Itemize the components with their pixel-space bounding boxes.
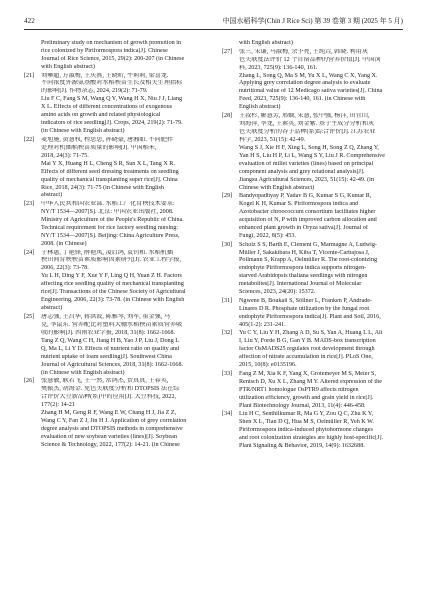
- reference-line: PTR/NRT1 homologue OsPTR9 affects nitrogen: [239, 386, 359, 393]
- reference-line: nutritional value of 12 Medicago sativa varieties[J]. China: [239, 88, 383, 95]
- reference-line: Müller J, Sakakibara H, Kiba T, Vicente-Carbajosa J,: [239, 249, 370, 256]
- reference-line: Ngwene B, Boukail S, Söllner L, Franken P, Andrade-: [239, 297, 373, 304]
- reference-line: 色关联度法评价 12 个苜蓿品种的营养价值[J]. 中国饲: [239, 56, 381, 63]
- reference-line: 科学, 2023, 51(15): 42-49.: [239, 136, 306, 143]
- reference-line: starved Arabidopsis thaliana seedlings with nitrogen: [239, 273, 368, 280]
- reference-number: [24]: [24, 249, 35, 256]
- reference-line: 2006, 22(3): 73-78.: [41, 265, 89, 272]
- reference-line: Wang C Y, Fan Z J, Jin H J. Application of grey correlation: [41, 417, 187, 424]
- reference-line: Engineering, 2006, 22(3): 73-78. (in Chinese with English: [41, 297, 185, 304]
- reference-line: English abstract): [239, 104, 281, 111]
- reference-line: 克, 李鼠东. 营养配比对塑料大棚水稻秧苗素质营养吸: [41, 321, 183, 328]
- reference-entry: [222, 411, 403, 451]
- reference-line: Zhang H M, Geng R F, Wang E W, Chang H J, Jia Z Z,: [41, 409, 177, 416]
- reference-line: 177(2): 14-21: [41, 402, 75, 409]
- reference-line: Liu F C, Fang S M, Wang Q Y, Wang H X, Niu J J, Liang: [41, 96, 183, 103]
- reference-number: [33]: [222, 370, 233, 377]
- reference-line: factor OsMADS25 regulates root development through: [239, 346, 375, 353]
- reference-line: Piriformospora indica-induced phytohormone changes: [239, 427, 373, 434]
- reference-entry: [222, 49, 403, 113]
- reference-number: [32]: [222, 330, 233, 337]
- reference-number: [29]: [222, 193, 233, 200]
- reference-line: 2008. (in Chinese): [41, 240, 87, 247]
- reference-line: Feed, 2023, 725(9): 136-140, 161. (in Chinese with: [239, 96, 366, 103]
- reference-line: rice[J]. Transactions of the Chinese Society of Agricultural: [41, 289, 186, 296]
- reference-line: amino acids on growth and related physiological: [41, 112, 161, 119]
- reference-entry: [24, 250, 205, 314]
- reference-line: Bandyopadhyay P, Yadav B G, Kumar S G, Kumar R,: [239, 193, 372, 200]
- reference-line: (in Chinese with English abstract): [41, 128, 125, 135]
- reference-line: 唐志强, 王昌华, 蒋洪波, 陈雅琴, 刘军, 董金强, 马: [41, 313, 170, 320]
- reference-line: Fungi, 2022, 8(5): 453.: [239, 232, 296, 239]
- reference-line: Effects of different seed dressing treatments on seedling: [41, 168, 179, 175]
- reference-line: Q, Ma L, Li Y D. Effects of nutrient ratio on quality and: [41, 345, 180, 352]
- reference-line: rice colonized by Piriformospora indica[J]. Chinese: [41, 47, 168, 54]
- reference-line: nutrient uptake of loam seedling[J]. Southwest China: [41, 353, 172, 360]
- reference-line: endophyte Piriformospora indica[J]. Plant and Soil, 2016,: [239, 313, 381, 320]
- reference-number: [21]: [24, 72, 35, 79]
- reference-line: with English abstract): [41, 63, 95, 70]
- reference-line: 刘攀超, 方淑梅, 王庆燕, 王晓昕, 牛莉莉, 梁喜龙.: [41, 72, 169, 79]
- reference-line: 秧田间育秧秧苗素质影响因素研究[J]. 农业工程学报,: [41, 257, 182, 264]
- reference-line: Linares D R. Phosphate utilization by the fungal root: [239, 305, 370, 312]
- reference-line: enhanced plant growth in Oryza sativa[J]. Journal of: [239, 224, 368, 231]
- reference-line: 收的影响[J]. 西南农业学报, 2018, 31(8): 1662-1668.: [41, 329, 176, 336]
- reference-line: Liu H C, Senthilkumar R, Ma G Y, Zou Q C, Zhu K Y,: [239, 411, 374, 418]
- running-header: 中国水稻科学(Chin J Rice Sci) 第 39 卷第 3 期 (2025 年 5 月): [222, 17, 403, 25]
- reference-number: [31]: [222, 297, 233, 304]
- reference-line: Rice, 2018, 24(3): 71-75 (in Chinese with English: [41, 184, 164, 191]
- reference-entry: [222, 371, 403, 411]
- reference-entry: [24, 201, 205, 249]
- reference-line: 麦旭施, 黄慧权, 程思思, 孙晓豪, 唐湘如. 不同肥拌: [41, 136, 174, 143]
- reference-line: 张慧敏, 耿若飞, 王一然, 常鸿杰, 贾真真, 王春英,: [41, 378, 169, 385]
- reference-line: X L. Effects of different concentrations of exogenous: [41, 104, 173, 111]
- reference-line: endophyte Piriformospora indica supports nitrogen-: [239, 265, 367, 272]
- reference-line: I, Liu Y, Forde B G, Gan Y B. MADS-box transcription: [239, 338, 376, 345]
- reference-line: component analysis and grey relational analysis[J].: [239, 168, 365, 175]
- reference-line: quality of mechanical transplanting super rice[J]. China: [41, 176, 178, 183]
- reference-line: Ministry of Agriculture of the People's Republic of China.: [41, 217, 184, 224]
- reference-line: abstract): [41, 305, 63, 312]
- reference-number: [30]: [222, 241, 233, 248]
- reference-entry: [222, 330, 403, 370]
- header-rule: [24, 29, 403, 30]
- reference-line: Plant Signaling & Behavior, 2019, 14(9): 1632688.: [239, 443, 365, 450]
- reference-line: 合评价大豆新品种(系)中的应用[J]. 大豆科技, 2022,: [41, 394, 176, 401]
- reference-line: Technical requirement for rice factory seedling nursing:: [41, 224, 178, 231]
- reference-line: Science & Technology, 2022, 177(2): 14-21. (in Chinese: [41, 441, 180, 448]
- reference-number: [28]: [222, 112, 233, 119]
- reference-line: Pollmann S, Krapp A, Oelmüller R. The root-colonizing: [239, 257, 378, 264]
- reference-entry: [222, 193, 403, 241]
- reference-line: 色关联度分析的谷子品种(系)综合评价[J]. 江苏农业: [239, 128, 376, 135]
- reference-line: and root colonization strategies are highly host-specific[J].: [239, 435, 384, 442]
- reference-entry: [222, 242, 403, 298]
- reference-line: Mai Y X, Huang H L, Cheng S R, Sun X L, Tang X R.: [41, 160, 175, 167]
- reference-line: Azotobacter chroococcum consortium facilitates higher: [239, 209, 376, 216]
- reference-line: abstract): [41, 192, 63, 199]
- reference-line: utilization efficiency, growth and grain yield in rice[J].: [239, 394, 374, 401]
- reference-line: 不同浓度外源氨基酸对水稻秧苗生长及相关生理指标: [41, 80, 183, 87]
- reference-line: 刘海萍, 李龙, 王素英, 刘金紫. 基于主成分分析和灰: [239, 120, 375, 127]
- reference-entry: [222, 113, 403, 193]
- reference-line: degree analysis and DTOPSIS methods in comprehensive: [41, 425, 183, 432]
- reference-line: Journal of Agricultural Sciences, 2018, 31(8): 1662-1668.: [41, 361, 184, 368]
- reference-line: 张三, 宋谦, 马淑梅, 余予亮, 王纯垚, 韩晓. 利用灰: [239, 48, 368, 55]
- reference-line: Yan H S, Liu H P, Li L, Wang S Y, Liu J R. Comprehensive: [239, 152, 385, 159]
- reference-entry: [222, 298, 403, 330]
- reference-line: 处理对机插稻秧苗质量的影响[J]. 中国稻米,: [41, 144, 157, 151]
- reference-number: [22]: [24, 136, 35, 143]
- reference-line: Chinese with English abstract): [239, 184, 315, 191]
- reference-line: Fang Z M, Xia K F, Yang X, Grotemeyer M S, Meier S,: [239, 370, 376, 377]
- reference-line: 405(1-2): 231-241.: [239, 321, 286, 328]
- reference-line: with English abstract): [239, 40, 293, 46]
- reference-entry: [24, 73, 205, 137]
- reference-line: Yu L H, Ding Y F, Xue Y F, Ling Q H, Yuan Z H. Factors: [41, 273, 182, 280]
- reference-entry: [24, 314, 205, 378]
- references-left-column: [24, 40, 205, 450]
- reference-line: Shen X L, Tian D Q, Hua M S, Oelmüller R, Yeh K W.: [239, 419, 374, 426]
- page-number: 422: [24, 17, 35, 25]
- reference-line: 于林惠, 丁艳锋, 薛艳凤, 凌启鸿, 袁钊和. 水稻机插: [41, 249, 174, 256]
- reference-line: Zhang L, Song Q, Ma S M, Yu X L, Wang C X, Yang X.: [239, 72, 378, 79]
- reference-line: Yu C Y, Liu Y H, Zhang A D, Su S, Yan A, Huang L L, Ali: [239, 330, 383, 337]
- reference-line: indicators of rice seedling[J]. Crops, 2024, 219(2): 71-79.: [41, 120, 183, 127]
- reference-entry: [24, 137, 205, 201]
- reference-line: acquisition of N, P with improved carbon allocation and: [239, 217, 377, 224]
- reference-line: Jiangsu Agricultural Sciences, 2023, 51(15): 42-49. (in: [239, 176, 374, 183]
- reference-line: Kogel K H, Kumar S. Piriformospora indica and: [239, 201, 359, 208]
- reference-line: NY/T 1534—2007[S]. Beijing: China Agriculture Press,: [41, 232, 180, 239]
- reference-line: Plant Biotechnology Journal, 2013, 11(4): 446-458.: [239, 402, 366, 409]
- reference-line: 2018, 24(3): 71-75.: [41, 152, 89, 159]
- reference-number: [23]: [24, 201, 35, 208]
- reference-number: [27]: [222, 48, 233, 55]
- reference-line: NY/T 1534—2007[S]. 北京: 中国农业出版社, 2008.: [41, 209, 174, 216]
- reference-line: Scholz S S, Barth E, Clément G, Marmagne A, Ludwig-: [239, 241, 377, 248]
- reference-line: 中华人民共和国农业部. 水稻工厂化育秧技术要求:: [41, 201, 175, 208]
- reference-line: metabolites[J]. International Journal of Molecular: [239, 281, 362, 288]
- reference-number: [26]: [24, 378, 35, 385]
- reference-line: evaluation of new soybean varieties (lines)[J]. Soybean: [41, 433, 177, 440]
- reference-line: affection of nitrate accumulation in rice[J]. PLoS One,: [239, 354, 373, 361]
- reference-entry: [24, 378, 205, 450]
- reference-number: [25]: [24, 313, 35, 320]
- reference-line: 王叔杉, 解慧芳, 邢嫡, 宋慧, 张中强, 杨洋, 田宜山,: [239, 112, 370, 119]
- reference-line: (in Chinese with English abstract): [41, 369, 125, 376]
- reference-line: 的影响[J]. 作物杂志, 2024, 219(2): 71-79.: [41, 88, 148, 95]
- reference-line: Tang Z Q, Wang C H, Jiang H B, Yao J P, Liu J, Dong L: [41, 337, 179, 344]
- reference-line: Wang S J, Xie H F, Xing L, Song H, Song Z Q, Zhang Y,: [239, 144, 379, 151]
- reference-line: Rentsch D, Xu X L, Zhang M Y. Altered expression of the: [239, 378, 382, 385]
- reference-line: 2015, 10(8): e0135196.: [239, 362, 297, 369]
- reference-line: evaluation of millet varieties (lines) based on principal: [239, 160, 374, 167]
- reference-line: 料, 2023, 725(9): 136-140, 161.: [239, 64, 318, 71]
- reference-number: [34]: [222, 411, 233, 418]
- reference-line: Applying grey correlation degree analysis to evaluate: [239, 80, 371, 87]
- reference-entry: [222, 40, 403, 48]
- reference-line: Sciences, 2023, 24(20): 15372.: [239, 289, 316, 296]
- reference-line: Preliminary study on mechanism of growth promotion in: [41, 40, 182, 46]
- reference-line: affecting rice seedling quality of mechanical transplanting: [41, 281, 184, 288]
- reference-line: 樊振杰, 胡海金. 免色关联度分析和 DTOPSIS 法在综: [41, 386, 180, 393]
- references-right-column: [222, 40, 403, 452]
- reference-line: Journal of Rice Science, 2015, 29(2): 200-207 (in Chinese: [41, 55, 185, 62]
- reference-entry: [24, 40, 205, 72]
